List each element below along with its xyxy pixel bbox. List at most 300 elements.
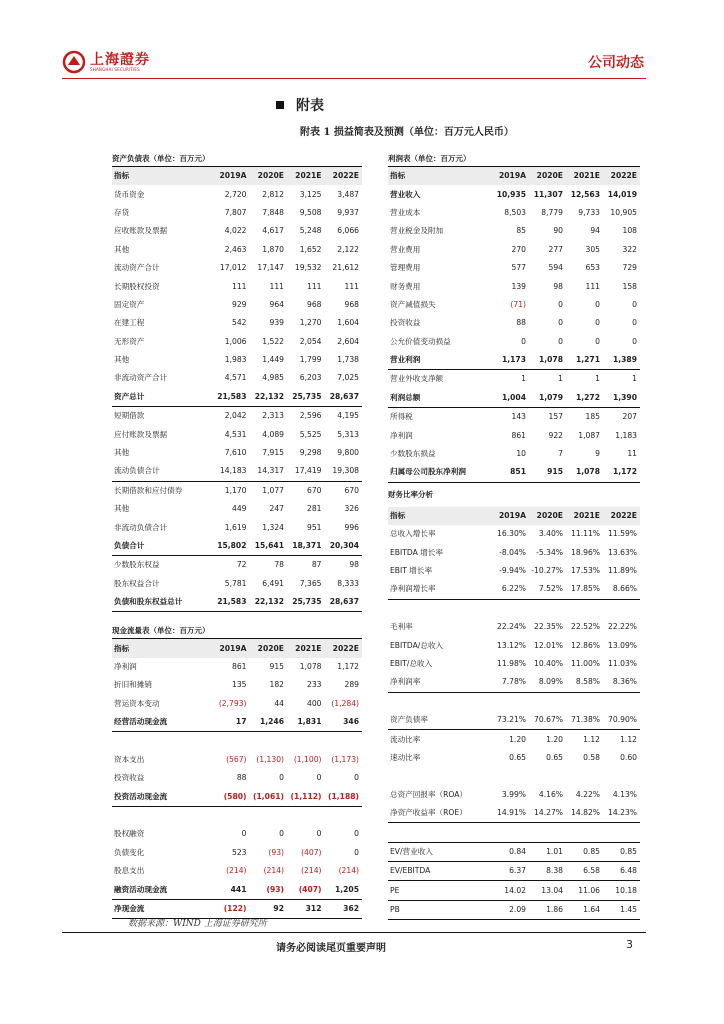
header-year: 2021E	[287, 639, 325, 657]
row-value: 15,641	[250, 537, 288, 556]
table-row	[112, 185, 362, 203]
row-value: 594	[548, 263, 563, 273]
row-label: 净利润增长率	[388, 580, 492, 599]
appendix-heading	[276, 95, 324, 115]
row-value: 11.06	[566, 881, 603, 900]
table-row	[388, 599, 640, 618]
logo-icon	[62, 50, 86, 74]
row-value: 72	[236, 560, 247, 570]
row-value: 1,077	[262, 485, 284, 495]
row-value: 0.60	[620, 752, 637, 762]
row-value: 10	[516, 449, 526, 459]
table-row	[388, 314, 640, 332]
row-label: 公允价值变动损益	[390, 336, 451, 346]
table-row	[388, 711, 640, 730]
row-value: 14.23%	[603, 804, 640, 823]
row-value: 1.86	[529, 900, 566, 919]
row-value: (214)	[263, 866, 284, 876]
row-value	[212, 732, 250, 751]
row-value: 14.27%	[529, 804, 566, 823]
row-value: 12.01%	[534, 640, 563, 650]
row-label: 非流动资产合计	[114, 373, 168, 383]
row-value	[529, 823, 566, 842]
row-value: 0	[595, 336, 600, 346]
row-label: 净利润率	[388, 673, 492, 692]
row-value: 10.40%	[534, 658, 563, 668]
row-value: 1,522	[262, 336, 284, 346]
row-value: 0	[632, 318, 637, 328]
table-row	[388, 786, 640, 804]
row-value: 1	[632, 374, 637, 384]
row-value: 22,132	[250, 593, 288, 612]
table-row	[388, 804, 640, 823]
row-value: 10,935	[496, 189, 526, 199]
row-label	[388, 767, 492, 785]
row-label: 其他	[114, 448, 130, 458]
row-value: (407)	[301, 847, 322, 857]
row-value: 20,304	[325, 537, 363, 556]
row-value: 11.89%	[608, 566, 637, 575]
row-value: 326	[344, 504, 359, 514]
row-value: 0.58	[583, 752, 600, 762]
table-row	[112, 556, 362, 575]
row-value: 111	[269, 281, 284, 291]
row-label: 折旧和摊销	[114, 680, 152, 690]
row-value: 1,078	[566, 463, 603, 482]
row-label: 融资活动现金流	[112, 880, 212, 899]
row-value: 5,781	[224, 578, 247, 588]
row-value: 14,019	[607, 189, 637, 199]
table-row	[112, 537, 362, 556]
row-value: 44	[274, 698, 284, 708]
row-value: 1,272	[566, 389, 603, 408]
row-value: 22,132	[250, 388, 288, 407]
row-value: 968	[307, 299, 322, 309]
row-label: 净资产收益率（ROE）	[388, 804, 492, 823]
row-value: 277	[548, 244, 563, 254]
row-label: 其他	[114, 244, 130, 254]
row-value	[566, 599, 603, 618]
row-value: 1.20	[546, 734, 563, 744]
row-value: 449	[232, 504, 247, 514]
table-row	[388, 862, 640, 881]
row-label: EV/EBITDA	[388, 862, 492, 881]
row-value: 5,525	[299, 429, 322, 439]
table-row	[112, 296, 362, 314]
row-label: 营业税金及附加	[390, 226, 444, 236]
row-value: 362	[325, 899, 363, 918]
row-value: 17.53%	[571, 566, 600, 575]
row-value: 0.85	[566, 842, 603, 861]
row-value: 12,563	[570, 189, 600, 199]
table-row	[388, 730, 640, 749]
row-value: 25,735	[287, 593, 325, 612]
row-value: 3.40%	[538, 529, 563, 539]
row-value: 577	[511, 263, 526, 273]
row-value: 73.21%	[492, 711, 529, 730]
row-value: 8,503	[504, 207, 526, 217]
row-value: 22.24%	[497, 622, 526, 632]
row-value: 22.35%	[534, 622, 563, 632]
row-value: 14,183	[212, 462, 250, 481]
table-row	[112, 844, 362, 862]
row-label: 资产总计	[112, 388, 212, 407]
row-value: 346	[325, 713, 363, 732]
row-value: (214)	[338, 866, 359, 876]
appendix-title: 附表	[296, 98, 324, 114]
row-value: 22.22%	[608, 622, 637, 632]
table-row	[388, 204, 640, 222]
table-row	[112, 204, 362, 222]
row-label: 营业成本	[390, 207, 421, 217]
row-value: 1,619	[224, 522, 247, 532]
header-year: 2021E	[566, 167, 603, 185]
table-row	[112, 880, 362, 899]
table-row	[388, 823, 640, 842]
row-value: 207	[622, 412, 637, 422]
table-row	[388, 389, 640, 408]
footer-disclaimer: 请务必阅读尾页重要声明	[276, 943, 386, 954]
section-label: 公司动态	[588, 55, 644, 71]
row-value: 4,617	[262, 226, 284, 236]
row-value	[566, 692, 603, 711]
row-value: (1,061)	[250, 788, 288, 807]
row-value: 17.85%	[566, 580, 603, 599]
table-row	[112, 788, 362, 807]
row-value	[212, 806, 250, 825]
row-value: 653	[585, 263, 600, 273]
company-name-en: SHANGHAI SECURITIES	[90, 66, 140, 72]
table-row	[112, 593, 362, 612]
row-value: 4,985	[262, 373, 284, 383]
footer-divider	[62, 932, 646, 933]
row-value: 21,583	[212, 593, 250, 612]
row-value: 14,317	[250, 462, 288, 481]
row-value	[603, 767, 640, 785]
row-value: (122)	[212, 899, 250, 918]
row-value	[325, 806, 363, 825]
row-label: 净利润	[390, 430, 413, 440]
table-row	[112, 241, 362, 259]
row-value: 0	[595, 299, 600, 309]
table-row	[388, 426, 640, 444]
row-label: 负债合计	[112, 537, 212, 556]
row-value: 14.82%	[566, 804, 603, 823]
row-value: 9	[595, 449, 600, 459]
row-value: 5,248	[299, 226, 322, 236]
row-value: 1,652	[299, 244, 322, 254]
row-value: 1,389	[603, 351, 640, 370]
row-label: EV/营业收入	[388, 842, 492, 861]
row-value: 6.48	[603, 862, 640, 881]
row-value: (2,793)	[218, 698, 247, 708]
header-label: 指标	[112, 167, 212, 185]
row-label: 股权融资	[114, 829, 145, 839]
row-value: 0	[354, 829, 359, 839]
table-row	[112, 695, 362, 713]
row-value: 1,246	[250, 713, 288, 732]
row-value: 1,172	[603, 463, 640, 482]
row-value: 0	[279, 773, 284, 783]
row-value: (71)	[510, 299, 526, 309]
row-value	[529, 767, 566, 785]
table-row	[112, 314, 362, 332]
row-value: 14.02	[492, 881, 529, 900]
cash-flow-title: 现金流量表（单位：百万元）	[112, 624, 362, 639]
row-value: 1,831	[287, 713, 325, 732]
table-header-row	[112, 639, 362, 657]
cash-flow-table	[112, 639, 362, 919]
row-value: (1,100)	[293, 754, 322, 764]
row-value: 6.22%	[492, 580, 529, 599]
row-label: 投资收益	[114, 773, 145, 783]
header-year: 2021E	[287, 167, 325, 185]
row-value: 85	[516, 226, 526, 236]
row-label: 速动比率	[390, 752, 421, 762]
row-value: 964	[269, 299, 284, 309]
row-label: 营运资本变动	[114, 698, 160, 708]
row-value: 861	[511, 430, 526, 440]
row-value	[492, 692, 529, 711]
row-value: 8.09%	[529, 673, 566, 692]
row-value: 13.63%	[608, 547, 637, 557]
table-row	[112, 769, 362, 787]
row-value: 9,508	[299, 207, 322, 217]
row-value	[566, 767, 603, 785]
row-label	[388, 823, 492, 842]
table-row	[112, 481, 362, 500]
row-value: 2,720	[224, 189, 247, 199]
row-label: 营业利润	[388, 351, 492, 370]
row-value: 78	[274, 560, 284, 570]
row-value: 7	[558, 449, 563, 459]
balance-sheet-title: 资产负债表（单位：百万元）	[112, 152, 362, 167]
row-value: 851	[492, 463, 529, 482]
table-row	[388, 241, 640, 259]
row-value: 17,419	[287, 462, 325, 481]
table-row	[112, 825, 362, 843]
row-value: 2,604	[337, 336, 359, 346]
row-value: 88	[516, 318, 526, 328]
row-value: 4,195	[337, 411, 359, 421]
row-label	[388, 692, 492, 711]
row-value: 929	[232, 299, 247, 309]
row-value: 0	[279, 829, 284, 839]
row-value: 11.00%	[571, 658, 600, 668]
row-value: (93)	[250, 880, 288, 899]
ratio-analysis-title: 财务比率分析	[388, 489, 433, 499]
table-row	[388, 463, 640, 482]
row-value: -9.94%	[499, 566, 526, 575]
row-label: 资本支出	[114, 754, 145, 764]
row-value: (214)	[301, 866, 322, 876]
row-value	[287, 732, 325, 751]
table-row	[112, 425, 362, 443]
table-row	[112, 806, 362, 825]
table-row	[388, 259, 640, 277]
table-row	[112, 388, 362, 407]
row-value: 4.16%	[538, 789, 563, 799]
row-value: 7,365	[299, 578, 322, 588]
table-row	[112, 462, 362, 481]
row-label: 其他	[114, 355, 130, 365]
row-value: 11.03%	[608, 658, 637, 668]
row-label: 总资产回报率（ROA）	[390, 789, 468, 799]
table-row	[112, 658, 362, 676]
row-label: PE	[388, 881, 492, 900]
row-label: EBIT 增长率	[390, 566, 433, 575]
row-value: 88	[236, 773, 247, 783]
right-column	[388, 152, 640, 920]
row-value: 8,333	[337, 578, 359, 588]
table-row	[388, 580, 640, 599]
row-value: (1,284)	[331, 698, 359, 708]
row-value: 523	[232, 847, 247, 857]
row-value: 70.90%	[603, 711, 640, 730]
row-value: -10.27%	[531, 566, 563, 575]
row-label	[112, 732, 212, 751]
row-value: 0	[558, 299, 563, 309]
income-statement-title: 利润表（单位：百万元）	[388, 152, 640, 167]
row-value: 98	[349, 560, 359, 570]
row-value	[603, 599, 640, 618]
row-value: 0	[595, 318, 600, 328]
header-year: 2019A	[212, 639, 250, 657]
row-label: 流动负债合计	[112, 462, 212, 481]
row-value: 1.01	[529, 842, 566, 861]
row-value: 17,012	[219, 263, 247, 273]
header-label: 指标	[112, 639, 212, 657]
row-value: 1,183	[615, 430, 637, 440]
row-value: 25,735	[287, 388, 325, 407]
row-value: 1,870	[262, 244, 284, 254]
row-label: 毛利率	[390, 622, 413, 632]
row-label: 营业外收支净额	[390, 374, 444, 384]
row-value: 1	[521, 374, 526, 384]
row-label: 投资活动现金流	[112, 788, 212, 807]
header-year: 2020E	[529, 507, 566, 525]
row-value: 1.20	[509, 734, 526, 744]
row-value: 1.12	[583, 734, 600, 744]
table-row	[388, 562, 640, 580]
row-value: (1,188)	[325, 788, 363, 807]
table-row	[112, 500, 362, 518]
row-label: 管理费用	[390, 263, 421, 273]
row-value: 1,173	[492, 351, 529, 370]
row-value: 14.91%	[492, 804, 529, 823]
row-label: 其他	[114, 504, 130, 514]
row-value: 7.78%	[492, 673, 529, 692]
header-year: 2020E	[529, 167, 566, 185]
table-row	[112, 751, 362, 769]
row-label: 流动比率	[390, 734, 421, 744]
row-value: 19,532	[294, 263, 322, 273]
row-value: 182	[269, 680, 284, 690]
row-value: 2,122	[337, 244, 359, 254]
company-logo	[62, 50, 150, 74]
row-value: 18.96%	[571, 547, 600, 557]
row-value: 70.67%	[529, 711, 566, 730]
row-value: 94	[590, 226, 600, 236]
row-value: 0	[521, 336, 526, 346]
row-value: 2,812	[262, 189, 284, 199]
header-year: 2019A	[492, 167, 529, 185]
row-value: 8.66%	[603, 580, 640, 599]
row-value: 6,203	[299, 373, 322, 383]
row-label: 利润总额	[388, 389, 492, 408]
table-row	[388, 185, 640, 203]
row-value: 71.38%	[566, 711, 603, 730]
row-value: 4,571	[224, 373, 247, 383]
row-value: 1,390	[603, 389, 640, 408]
row-value: 4,531	[224, 429, 247, 439]
header-year: 2022E	[603, 507, 640, 525]
table-row	[388, 636, 640, 654]
data-source: 数据来源：WIND 上海证券研究所	[128, 919, 267, 929]
row-value: (580)	[212, 788, 250, 807]
header-year: 2022E	[603, 167, 640, 185]
row-value: 729	[622, 263, 637, 273]
table-header-row	[388, 167, 640, 185]
row-value: 2,042	[224, 411, 247, 421]
row-value: 6,066	[337, 226, 359, 236]
row-label: 短期借款	[114, 411, 145, 421]
row-value: (407)	[287, 880, 325, 899]
row-value: 11,307	[533, 189, 563, 199]
table-header-row	[388, 507, 640, 525]
row-value: 670	[344, 485, 359, 495]
row-value: 3,487	[337, 189, 359, 199]
row-value: 7,915	[262, 448, 284, 458]
row-value: 1,078	[299, 661, 322, 671]
row-label: 投资收益	[390, 318, 421, 328]
row-value: 7,848	[262, 207, 284, 217]
row-label: 资产减值损失	[390, 299, 436, 309]
table-caption: 附表 1 损益简表及预测（单位：百万元人民币）	[300, 127, 514, 138]
row-value: 1,078	[529, 351, 566, 370]
row-value: (1,112)	[287, 788, 325, 807]
row-value: 968	[344, 299, 359, 309]
header-year: 2021E	[566, 507, 603, 525]
row-value: 1,170	[224, 485, 247, 495]
header-year: 2020E	[250, 167, 288, 185]
row-label: 应付账款及票据	[114, 429, 168, 439]
row-value	[529, 692, 566, 711]
row-value: 9,800	[337, 448, 359, 458]
row-value: 1,004	[492, 389, 529, 408]
header-year: 2020E	[250, 639, 288, 657]
table-row	[112, 518, 362, 536]
row-value: 247	[269, 504, 284, 514]
row-value: 16.30%	[497, 529, 526, 539]
table-row	[112, 351, 362, 369]
table-row	[112, 369, 362, 387]
row-value: 2.09	[492, 900, 529, 919]
row-value: 15,802	[212, 537, 250, 556]
row-value: 1,799	[299, 355, 322, 365]
table-row	[112, 259, 362, 277]
row-label	[388, 599, 492, 618]
row-value: 1,449	[262, 355, 284, 365]
row-value: 11.98%	[497, 658, 526, 668]
row-value: 1,738	[337, 355, 359, 365]
table-row	[388, 900, 640, 919]
row-value: 1	[558, 374, 563, 384]
row-label: 长期股权投资	[114, 281, 160, 291]
row-value: 90	[553, 226, 563, 236]
row-value: 1,983	[224, 355, 247, 365]
row-value: 3,125	[299, 189, 322, 199]
